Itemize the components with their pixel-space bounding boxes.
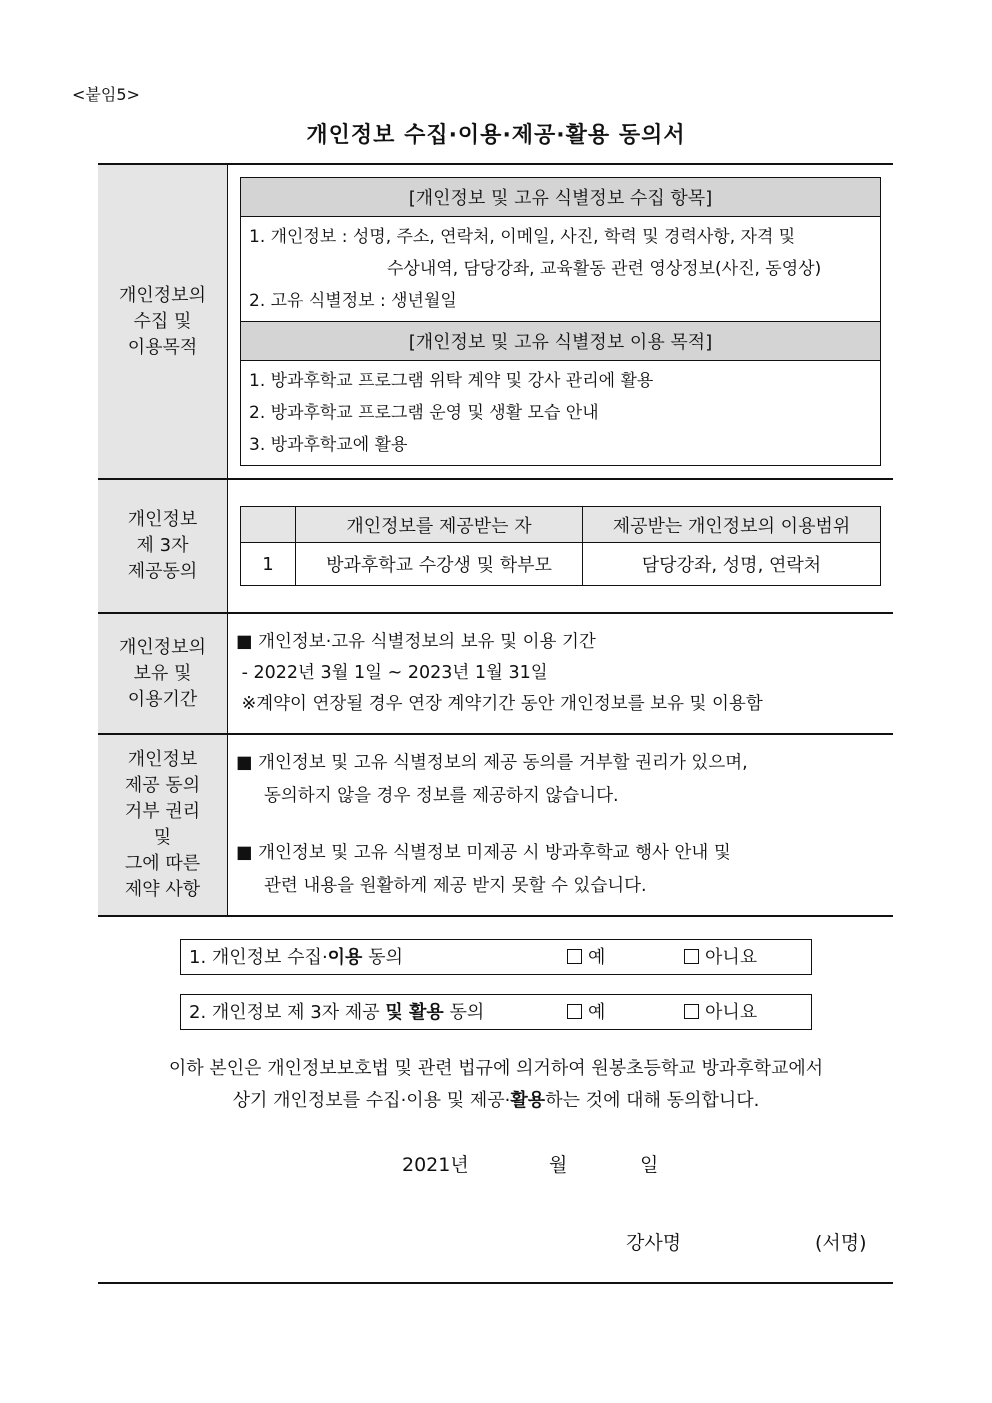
consent-no-option[interactable]: 아니요: [684, 995, 757, 1031]
declaration: 이하 본인은 개인정보보호법 및 관련 법규에 의거하여 원봉초등학교 방과후학교에서 상기 개인정보를 수집·이용 및 제공·활용하는 것에 대해 동의합니다.: [168, 1058, 824, 1111]
list-item: 3. 방과후학교에 활용: [249, 435, 408, 455]
checkbox-icon[interactable]: [684, 1004, 699, 1019]
collect-items: 1. 개인정보 : 성명, 주소, 연락처, 이메일, 사진, 학력 및 경력사항, 자격 및 수상내역, 담당강좌, 교육활동 관련 영상정보(사진, 동영상) 2. 고유 식별정보 : 생년월일: [241, 217, 881, 322]
consent-label: 1. 개인정보 수집·이용 동의: [189, 947, 403, 968]
section3-label: 개인정보의 보유 및 이용기간: [98, 613, 228, 734]
list-item: 2. 방과후학교 프로그램 운영 및 생활 모습 안내: [249, 403, 599, 423]
date-day: 일: [640, 1154, 659, 1176]
collect-purpose-table: [240, 177, 881, 466]
consent-yes-option[interactable]: 예: [567, 995, 605, 1031]
list-item: 1. 방과후학교 프로그램 위탁 계약 및 강사 관리에 활용: [249, 371, 654, 391]
section2-body: [228, 479, 894, 613]
consent-label: 2. 개인정보 제 3자 제공 및 활용 동의: [189, 1002, 485, 1023]
checkbox-icon[interactable]: [567, 1004, 582, 1019]
consent-collect-use: [180, 939, 812, 975]
attachment-label: <붙임5>: [72, 85, 140, 104]
table-row: 1 방과후학교 수강생 및 학부모 담당강좌, 성명, 연락처: [241, 543, 881, 586]
instructor-name-label: 강사명: [626, 1232, 682, 1254]
table-header-row: 개인정보를 제공받는 자 제공받는 개인정보의 이용범위: [241, 507, 881, 543]
section1-body: [228, 164, 894, 479]
consent-yes-option[interactable]: 예: [567, 940, 605, 976]
checkbox-icon[interactable]: [684, 949, 699, 964]
section2-label: 개인정보 제 3자 제공동의: [98, 479, 228, 613]
document-title: 개인정보 수집·이용·제공·활용 동의서: [306, 123, 686, 148]
consent-no-option[interactable]: 아니요: [684, 940, 757, 976]
purpose-header: [개인정보 및 고유 식별정보 이용 목적]: [241, 322, 881, 361]
consent-third-party: [180, 994, 812, 1030]
bottom-divider: [98, 1282, 893, 1284]
section3-body: ■ 개인정보·고유 식별정보의 보유 및 이용 기간 - 2022년 3월 1일 ~ 2023년 1월 31일 ※계약이 연장될 경우 연장 계약기간 동안 개인정보를 보유 및 이용함: [228, 613, 894, 734]
date-month: 월: [549, 1154, 568, 1176]
third-party-table: [240, 506, 881, 586]
section1-label: 개인정보의 수집 및 이용목적: [98, 164, 228, 479]
collect-header: [개인정보 및 고유 식별정보 수집 항목]: [241, 178, 881, 217]
signature-label: (서명): [815, 1232, 867, 1254]
date-year: 2021년: [402, 1154, 469, 1176]
section4-body: ■ 개인정보 및 고유 식별정보의 제공 동의를 거부할 권리가 있으며, 동의하지 않을 경우 정보를 제공하지 않습니다. ■ 개인정보 및 고유 식별정보 미제공 시 방과후학교 행사 안내 및 관련 내용을 원활하게 제공 받지 못할 수 있습니다.: [228, 734, 894, 916]
checkbox-icon[interactable]: [567, 949, 582, 964]
section4-label: 개인정보 제공 동의 거부 권리 및 그에 따른 제약 사항: [98, 734, 228, 916]
purpose-items: [241, 361, 881, 466]
consent-table: [98, 163, 893, 917]
